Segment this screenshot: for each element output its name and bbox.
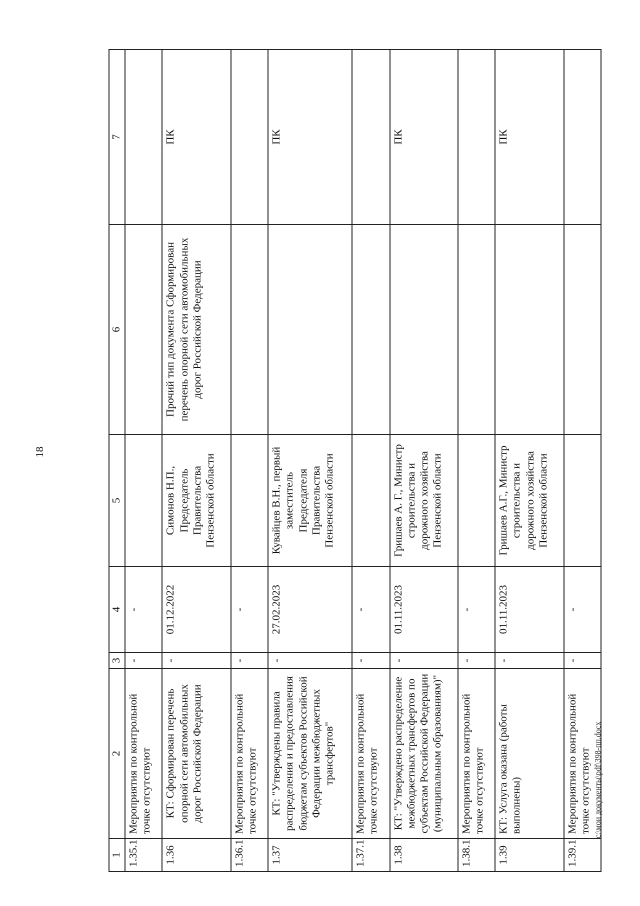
- row-date: -: [458, 567, 495, 653]
- row-responsible: [458, 435, 495, 567]
- table-row: [125, 50, 162, 872]
- row-document: Прочий тип документа Сформирован перечень опорной сети автомобильных дорог Российской Федерации: [162, 225, 231, 435]
- table-row: [268, 50, 352, 872]
- row-col3: -: [458, 653, 495, 669]
- row-document: [458, 225, 495, 435]
- row-level: [125, 50, 162, 225]
- row-name: Мероприятия по контрольной точке отсутствуют: [352, 669, 389, 839]
- row-number: 1.36.1: [231, 839, 268, 872]
- row-level: ПК: [162, 50, 231, 225]
- row-name: Мероприятия по контрольной точке отсутствуют: [564, 669, 601, 839]
- row-level: [231, 50, 268, 225]
- row-number: 1.38.1: [458, 839, 495, 872]
- row-document: [495, 225, 564, 435]
- page-number: 18: [34, 446, 46, 458]
- row-name: КТ: "Утверждены правила распределения и предоставления бюджетам субъектов Российской Федерации межбюджетных трансфертов": [268, 669, 352, 839]
- row-col3: -: [162, 653, 231, 669]
- table-row: [231, 50, 268, 872]
- row-number: 1.39.1: [564, 839, 601, 872]
- row-document: [390, 225, 459, 435]
- row-name: КТ: "Утверждено распределение межбюджетных трансфертов по субъектам Российской Федерации (муниципальным образованиям)": [390, 669, 459, 839]
- table-row: [390, 50, 459, 872]
- row-name: Мероприятия по контрольной точке отсутствуют: [125, 669, 162, 839]
- row-level: [352, 50, 389, 225]
- header-cell: 7: [109, 50, 125, 225]
- footer-file-path: c:\мои документы\pdf\398-пп.docx: [593, 721, 603, 839]
- row-number: 1.37: [268, 839, 352, 872]
- row-col3: -: [352, 653, 389, 669]
- row-number: 1.36: [162, 839, 231, 872]
- header-cell: 1: [109, 839, 125, 872]
- rotated-table-container: [109, 50, 602, 872]
- row-level: ПК: [390, 50, 459, 225]
- control-points-table: [109, 49, 602, 872]
- row-number: 1.35.1: [125, 839, 162, 872]
- row-document: [268, 225, 352, 435]
- row-name: КТ: Услуга оказана (работы выполнены): [495, 669, 564, 839]
- row-responsible: Гришаев А. Г., Министр строительства и дорожного хозяйства Пензенской области: [390, 435, 459, 567]
- row-date: 01.11.2023: [495, 567, 564, 653]
- row-date: -: [352, 567, 389, 653]
- header-cell: 2: [109, 669, 125, 839]
- row-name: Мероприятия по контрольной точке отсутствуют: [458, 669, 495, 839]
- table-row: [495, 50, 564, 872]
- header-cell: 3: [109, 653, 125, 669]
- row-col3: -: [390, 653, 459, 669]
- row-level: [458, 50, 495, 225]
- row-date: -: [125, 567, 162, 653]
- row-level: [564, 50, 601, 225]
- table-row: [162, 50, 231, 872]
- row-responsible: [125, 435, 162, 567]
- row-col3: -: [268, 653, 352, 669]
- header-row: [109, 50, 125, 872]
- row-col3: -: [564, 653, 601, 669]
- row-responsible: [564, 435, 601, 567]
- row-document: [125, 225, 162, 435]
- row-number: 1.37.1: [352, 839, 389, 872]
- row-name: КТ: Сформирован перечень опорной сети автомобильных дорог Российской Федерации: [162, 669, 231, 839]
- header-cell: 6: [109, 225, 125, 435]
- row-responsible: [352, 435, 389, 567]
- table-row: [352, 50, 389, 872]
- row-col3: -: [231, 653, 268, 669]
- row-responsible: Симонов Н.П., Председатель Правительства Пензенской области: [162, 435, 231, 567]
- header-cell: 5: [109, 435, 125, 567]
- header-cell: 4: [109, 567, 125, 653]
- row-document: [564, 225, 601, 435]
- row-date: -: [231, 567, 268, 653]
- row-date: 01.11.2023: [390, 567, 459, 653]
- row-date: -: [564, 567, 601, 653]
- row-number: 1.38: [390, 839, 459, 872]
- row-document: [352, 225, 389, 435]
- row-date: 01.12.2022: [162, 567, 231, 653]
- row-document: [231, 225, 268, 435]
- row-level: ПК: [268, 50, 352, 225]
- row-responsible: [231, 435, 268, 567]
- table-row: [458, 50, 495, 872]
- row-number: 1.39: [495, 839, 564, 872]
- row-col3: -: [495, 653, 564, 669]
- row-responsible: Гришаев А.Г., Министр строительства и дорожного хозяйства Пензенской области: [495, 435, 564, 567]
- row-name: Мероприятия по контрольной точке отсутствуют: [231, 669, 268, 839]
- row-responsible: Кувайцев В.Н., первый заместитель Председателя Правительства Пензенской области: [268, 435, 352, 567]
- row-level: ПК: [495, 50, 564, 225]
- row-col3: -: [125, 653, 162, 669]
- row-date: 27.02.2023: [268, 567, 352, 653]
